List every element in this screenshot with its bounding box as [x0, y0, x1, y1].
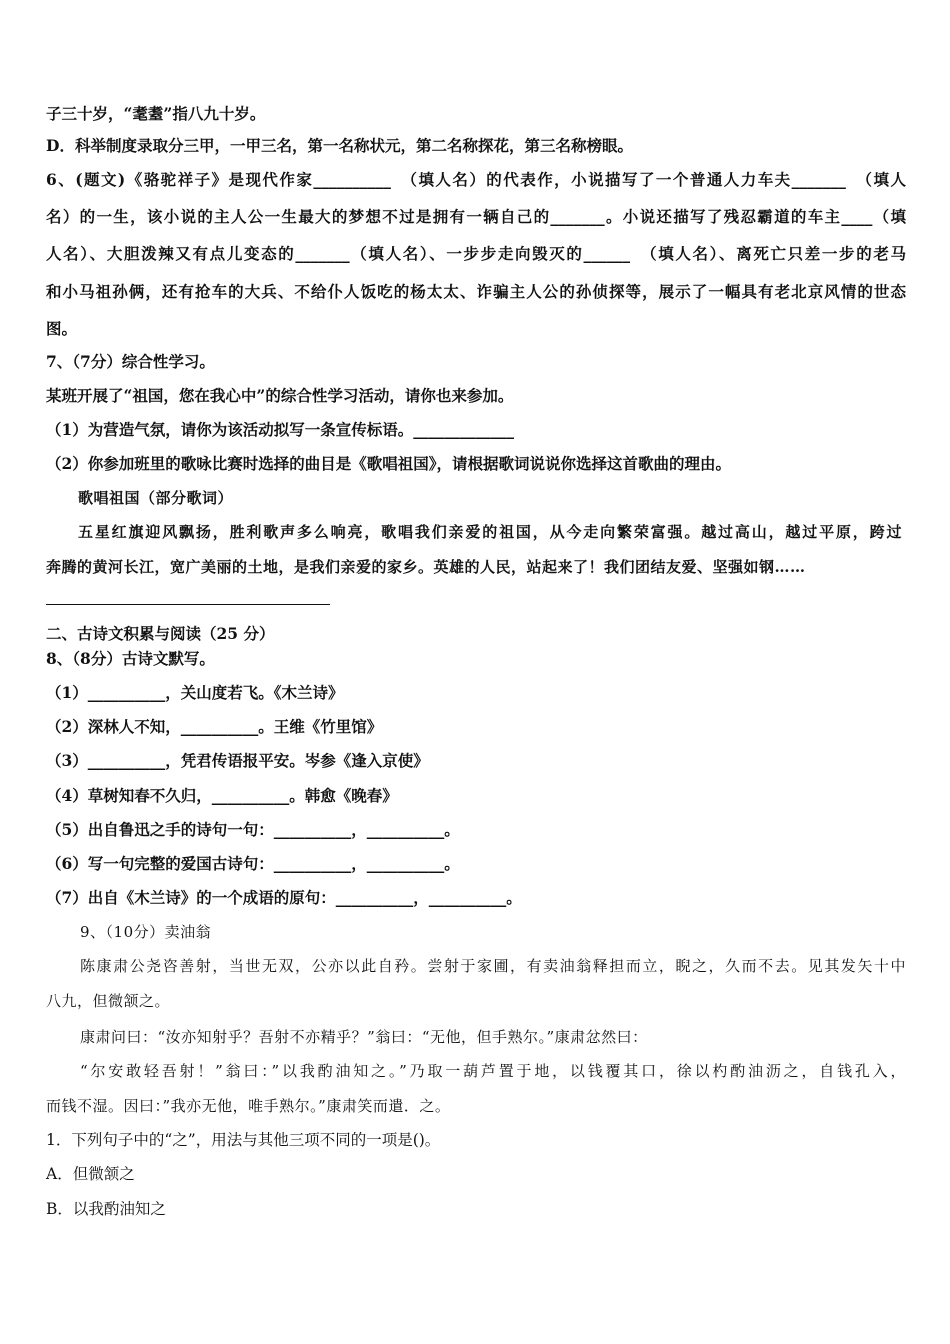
text-line: 子三十岁，“耄耋”指八九十岁。 — [46, 104, 266, 123]
question-7-part-1: （1）为营造气氛，请你为该活动拟写一条宣传标语。_____________ — [46, 420, 515, 439]
passage-line: 而钱不湿。因曰：”我亦无他，唯手熟尔。”康肃笑而遣．之。 — [46, 1097, 451, 1115]
question-8-item: （2）深林人不知，__________。王维《竹里馆》 — [46, 717, 383, 736]
question-8-item: （4）草树知春不久归，__________。韩愈《晚春》 — [46, 786, 398, 805]
lyrics-line: 五星红旗迎风飘扬，胜利歌声多么响亮，歌唱我们亲爱的祖国，从今走向繁荣富强。越过高山，越过平原，跨过 — [78, 523, 902, 541]
question-6-line: 和小马祖孙俩，还有抢车的大兵、不给仆人饭吃的杨太太、诈骗主人公的孙侦探等，展示了一幅具有老北京风情的世态 — [46, 282, 906, 301]
lyrics-line: 奔腾的黄河长江，宽广美丽的土地，是我们亲爱的家乡。英雄的人民，站起来了！我们团结友爱、坚强如钢…… — [46, 558, 806, 576]
question-9-title: 9、（10分）卖油翁 — [80, 923, 212, 941]
answer-line — [46, 604, 330, 605]
question-7-part-2: （2）你参加班里的歌咏比赛时选择的曲目是《歌唱祖国》，请根据歌词说说你选择这首歌曲的理由。 — [46, 454, 732, 473]
question-8-item: （7）出自《木兰诗》的一个成语的原句：__________，__________。 — [46, 888, 522, 907]
question-8-item: （3）__________，凭君传语报平安。岑参《逢入京使》 — [46, 751, 429, 770]
question-8-item: （6）写一句完整的爱国古诗句：__________，__________。 — [46, 854, 460, 873]
question-6-line: 6、(题文)《骆驼祥子》是现代作家__________ （填人名）的代表作，小说描写了一个普通人力车夫_______ （填人 — [46, 170, 906, 189]
lyrics-title: 歌唱祖国（部分歌词） — [78, 489, 234, 507]
option-d: D．科举制度录取分三甲，一甲三名，第一名称状元，第二名称探花，第三名称榜眼。 — [46, 136, 633, 155]
section-2-heading: 二、古诗文积累与阅读（25 分） — [46, 624, 275, 643]
question-8-item: （5）出自鲁迅之手的诗句一句：__________，__________。 — [46, 820, 460, 839]
question-7-intro: 某班开展了“祖国，您在我心中”的综合性学习活动，请你也来参加。 — [46, 386, 514, 405]
passage-line: 陈康肃公尧咨善射，当世无双，公亦以此自矜。尝射于家圃，有卖油翁释担而立，睨之，久而不去。见其发矢十中 — [80, 957, 906, 975]
passage-line: 八九，但微颔之。 — [46, 992, 171, 1010]
question-7-title: 7、（7分）综合性学习。 — [46, 352, 215, 371]
passage-line: 康肃问曰：“汝亦知射乎？吾射不亦精乎？”翁曰：“无他，但手熟尔。”康肃忿然曰： — [80, 1028, 648, 1046]
option-a: A．但微颔之 — [46, 1165, 135, 1183]
question-6-line: 名）的一生，该小说的主人公一生最大的梦想不过是拥有一辆自己的_______。小说还描写了残忍霸道的车主____（填 — [46, 207, 906, 226]
question-6-line: 图。 — [46, 319, 78, 338]
option-b: B．以我酌油知之 — [46, 1200, 166, 1218]
sub-question-1: 1．下列句子中的“之”，用法与其他三项不同的一项是()。 — [46, 1131, 441, 1149]
passage-line: “尔安敢轻吾射！”翁曰：”以我酌油知之。”乃取一葫芦置于地，以钱覆其口，徐以杓酌油沥之，自钱孔入， — [80, 1062, 906, 1080]
question-6-line: 人名）、大胆泼辣又有点儿变态的_______（填人名）、一步步走向毁灭的______ （填人名）、离死亡只差一步的老马 — [46, 244, 906, 263]
question-8-title: 8、（8分）古诗文默写。 — [46, 649, 215, 668]
question-8-item: （1）__________，关山度若飞。《木兰诗》 — [46, 683, 344, 702]
